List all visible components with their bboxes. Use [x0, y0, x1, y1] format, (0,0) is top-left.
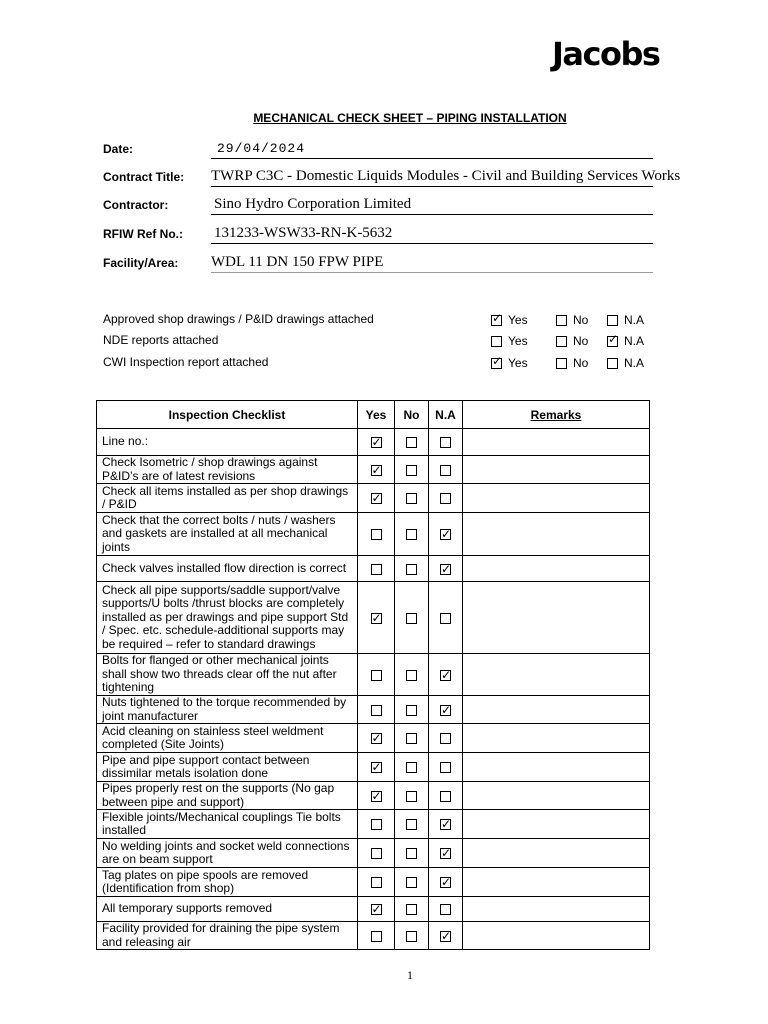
cell-no — [395, 654, 429, 696]
checklist-item: Bolts for flanged or other mechanical joints shall show two threads clear off the nut after tightening — [97, 654, 358, 696]
contract-title-field — [103, 163, 681, 189]
cell-no — [395, 897, 429, 922]
checked-checkbox-icon[interactable] — [440, 931, 451, 942]
cell-no — [395, 456, 429, 484]
option-label: N.A — [624, 313, 645, 327]
table-row — [97, 839, 650, 868]
checked-checkbox-icon[interactable] — [371, 465, 382, 476]
checkbox-icon[interactable] — [440, 733, 451, 744]
checkbox-icon[interactable] — [556, 358, 567, 369]
checkbox-icon[interactable] — [440, 791, 451, 802]
cell-no — [395, 724, 429, 753]
cell-no — [395, 753, 429, 782]
cell-yes — [358, 753, 395, 782]
checkbox-icon[interactable] — [556, 336, 567, 347]
cell-yes — [358, 724, 395, 753]
attachment-label: NDE reports attached — [103, 333, 219, 347]
checked-checkbox-icon[interactable] — [491, 358, 502, 369]
date-label: Date: — [103, 142, 134, 156]
checklist-item: Line no.: — [97, 429, 358, 456]
table-row — [97, 782, 650, 810]
remarks-cell[interactable] — [463, 556, 650, 582]
cell-na — [429, 654, 463, 696]
table-row — [97, 513, 650, 556]
checkbox-icon[interactable] — [440, 904, 451, 915]
cell-no — [395, 556, 429, 582]
table-row — [97, 484, 650, 513]
checkbox-icon[interactable] — [406, 791, 417, 802]
cell-yes — [358, 582, 395, 654]
checkbox-icon[interactable] — [371, 877, 382, 888]
contract-title-label: Contract Title: — [103, 170, 185, 184]
checked-checkbox-icon[interactable] — [371, 613, 382, 624]
checklist-item: Nuts tightened to the torque recommended by joint manufacturer — [97, 696, 358, 724]
attachment-option-na[interactable] — [607, 313, 644, 327]
remarks-cell[interactable] — [463, 753, 650, 782]
checkbox-icon[interactable] — [406, 848, 417, 859]
document-title: MECHANICAL CHECK SHEET – PIPING INSTALLATION — [253, 111, 567, 125]
cell-yes — [358, 839, 395, 868]
checked-checkbox-icon[interactable] — [371, 733, 382, 744]
cell-no — [395, 810, 429, 839]
checklist-item: Check valves installed flow direction is correct — [97, 556, 358, 582]
checkbox-icon[interactable] — [406, 733, 417, 744]
checklist-item: Pipe and pipe support contact between dissimilar metals isolation done — [97, 753, 358, 782]
checked-checkbox-icon[interactable] — [371, 791, 382, 802]
table-row — [97, 456, 650, 484]
checked-checkbox-icon[interactable] — [371, 762, 382, 773]
cell-yes — [358, 810, 395, 839]
checkbox-icon[interactable] — [371, 529, 382, 540]
page-number: 1 — [407, 968, 413, 982]
remarks-header-label: Remarks — [530, 407, 582, 422]
table-row — [97, 922, 650, 950]
checkbox-icon[interactable] — [406, 437, 417, 448]
remarks-cell[interactable] — [463, 456, 650, 484]
checkbox-icon[interactable] — [371, 848, 382, 859]
inspection-checklist-table — [96, 400, 650, 950]
checkbox-icon[interactable] — [406, 877, 417, 888]
cell-na — [429, 782, 463, 810]
attachment-option-yes[interactable] — [491, 356, 528, 370]
cell-no — [395, 782, 429, 810]
cell-na — [429, 810, 463, 839]
checked-checkbox-icon[interactable] — [440, 564, 451, 575]
cell-no — [395, 429, 429, 456]
table-row — [97, 556, 650, 582]
checked-checkbox-icon[interactable] — [607, 336, 618, 347]
date-value[interactable]: 29/04/2024 — [211, 139, 653, 159]
remarks-cell[interactable] — [463, 654, 650, 696]
cell-na — [429, 897, 463, 922]
checked-checkbox-icon[interactable] — [491, 315, 502, 326]
contractor-label: Contractor: — [103, 198, 169, 212]
contract-title-value[interactable]: TWRP C3C - Domestic Liquids Modules - Civil and Building Services Works — [211, 167, 653, 187]
table-row — [97, 429, 650, 456]
cell-yes — [358, 897, 395, 922]
checkbox-icon[interactable] — [406, 670, 417, 681]
checklist-item: Check Isometric / shop drawings against P&ID’s are of latest revisions — [97, 456, 358, 484]
contractor-value[interactable]: Sino Hydro Corporation Limited — [211, 195, 653, 215]
attachment-option-yes[interactable] — [491, 313, 528, 327]
cell-na — [429, 582, 463, 654]
attachment-option-yes[interactable] — [491, 334, 528, 348]
checklist-item: Check all items installed as per shop drawings / P&ID — [97, 484, 358, 513]
checklist-item: Pipes properly rest on the supports (No gap between pipe and support) — [97, 782, 358, 810]
checked-checkbox-icon[interactable] — [440, 877, 451, 888]
remarks-cell[interactable] — [463, 922, 650, 950]
remarks-cell[interactable] — [463, 868, 650, 897]
checkbox-icon[interactable] — [440, 762, 451, 773]
checkbox-icon[interactable] — [440, 493, 451, 504]
cell-yes — [358, 456, 395, 484]
checked-checkbox-icon[interactable] — [440, 670, 451, 681]
option-label: No — [573, 334, 589, 348]
header-inspection-checklist: Inspection Checklist — [97, 401, 358, 429]
cell-no — [395, 868, 429, 897]
checkbox-icon[interactable] — [406, 904, 417, 915]
cell-yes — [358, 429, 395, 456]
checkbox-icon[interactable] — [406, 931, 417, 942]
attachment-option-no[interactable] — [556, 313, 588, 327]
cell-yes — [358, 484, 395, 513]
cell-na — [429, 456, 463, 484]
remarks-cell[interactable] — [463, 897, 650, 922]
checkbox-icon[interactable] — [371, 564, 382, 575]
checkbox-icon[interactable] — [371, 931, 382, 942]
checklist-item: Check that the correct bolts / nuts / washers and gaskets are installed at all mechanical joints — [97, 513, 358, 556]
cell-na — [429, 429, 463, 456]
cell-na — [429, 513, 463, 556]
checkbox-icon[interactable] — [371, 819, 382, 830]
attachment-option-no[interactable] — [556, 356, 588, 370]
remarks-cell[interactable] — [463, 782, 650, 810]
cell-na — [429, 724, 463, 753]
cell-no — [395, 922, 429, 950]
checkbox-icon[interactable] — [440, 465, 451, 476]
cell-yes — [358, 868, 395, 897]
checked-checkbox-icon[interactable] — [440, 848, 451, 859]
option-label: No — [573, 356, 589, 370]
table-row — [97, 654, 650, 696]
checkbox-icon[interactable] — [406, 465, 417, 476]
remarks-cell[interactable] — [463, 582, 650, 654]
checked-checkbox-icon[interactable] — [371, 437, 382, 448]
table-row — [97, 868, 650, 897]
remarks-cell[interactable] — [463, 696, 650, 724]
cell-na — [429, 839, 463, 868]
table-row — [97, 696, 650, 724]
checkbox-icon[interactable] — [556, 315, 567, 326]
checkbox-icon[interactable] — [491, 336, 502, 347]
checkbox-icon[interactable] — [406, 762, 417, 773]
rfiw-ref-value[interactable]: 131233-WSW33-RN-K-5632 — [211, 224, 653, 244]
cell-na — [429, 556, 463, 582]
table-row — [97, 897, 650, 922]
option-label: Yes — [508, 334, 528, 348]
rfiw-ref-field — [103, 220, 653, 246]
checkbox-icon[interactable] — [440, 437, 451, 448]
table-row — [97, 582, 650, 654]
cell-yes — [358, 782, 395, 810]
contractor-field — [103, 191, 653, 217]
checked-checkbox-icon[interactable] — [440, 819, 451, 830]
checkbox-icon[interactable] — [406, 819, 417, 830]
cell-na — [429, 922, 463, 950]
checklist-item: Flexible joints/Mechanical couplings Tie bolts installed — [97, 810, 358, 839]
cell-yes — [358, 513, 395, 556]
checkbox-icon[interactable] — [371, 670, 382, 681]
remarks-cell[interactable] — [463, 810, 650, 839]
cell-na — [429, 753, 463, 782]
attachment-label: Approved shop drawings / P&ID drawings attached — [103, 312, 374, 326]
remarks-cell[interactable] — [463, 429, 650, 456]
table-row — [97, 753, 650, 782]
cell-yes — [358, 922, 395, 950]
checkbox-icon[interactable] — [406, 705, 417, 716]
cell-no — [395, 582, 429, 654]
checked-checkbox-icon[interactable] — [440, 705, 451, 716]
checkbox-icon[interactable] — [406, 529, 417, 540]
checkbox-icon[interactable] — [607, 358, 618, 369]
checked-checkbox-icon[interactable] — [440, 529, 451, 540]
attachment-option-na[interactable] — [607, 334, 644, 348]
header-na: N.A — [429, 401, 463, 429]
checkbox-icon[interactable] — [440, 613, 451, 624]
attachment-option-no[interactable] — [556, 334, 588, 348]
remarks-cell[interactable] — [463, 513, 650, 556]
cell-na — [429, 484, 463, 513]
cell-na — [429, 868, 463, 897]
date-field — [103, 135, 653, 161]
checklist-item: Check all pipe supports/saddle support/valve supports/U bolts /thrust blocks are completely installed as per drawings and pipe support Std / Spec. etc. schedule-additional supports may be required – refer to standard drawings — [97, 582, 358, 654]
cell-yes — [358, 556, 395, 582]
cell-no — [395, 513, 429, 556]
header-remarks — [463, 401, 650, 429]
option-label: N.A — [624, 356, 645, 370]
header-yes: Yes — [358, 401, 395, 429]
cell-yes — [358, 654, 395, 696]
option-label: Yes — [508, 313, 528, 327]
table-header-row — [97, 401, 650, 429]
table-row — [97, 724, 650, 753]
checklist-item: No welding joints and socket weld connections are on beam support — [97, 839, 358, 868]
attachment-label: CWI Inspection report attached — [103, 355, 269, 369]
checklist-item: Facility provided for draining the pipe system and releasing air — [97, 922, 358, 950]
facility-area-field — [103, 249, 653, 275]
option-label: Yes — [508, 356, 528, 370]
table-row — [97, 810, 650, 839]
checkbox-icon[interactable] — [406, 564, 417, 575]
remarks-cell[interactable] — [463, 484, 650, 513]
checklist-item: Acid cleaning on stainless steel weldment completed (Site Joints) — [97, 724, 358, 753]
checkbox-icon[interactable] — [406, 493, 417, 504]
cell-no — [395, 839, 429, 868]
checked-checkbox-icon[interactable] — [371, 904, 382, 915]
option-label: No — [573, 313, 589, 327]
checked-checkbox-icon[interactable] — [371, 493, 382, 504]
attachment-option-na[interactable] — [607, 356, 644, 370]
remarks-cell[interactable] — [463, 839, 650, 868]
header-no: No — [395, 401, 429, 429]
checklist-body — [97, 429, 650, 950]
cell-no — [395, 484, 429, 513]
checklist-item: All temporary supports removed — [97, 897, 358, 922]
cell-na — [429, 696, 463, 724]
jacobs-logo: Jacobs — [552, 35, 660, 73]
option-label: N.A — [624, 334, 645, 348]
checkbox-icon[interactable] — [406, 613, 417, 624]
checklist-item: Tag plates on pipe spools are removed (Identification from shop) — [97, 868, 358, 897]
cell-yes — [358, 696, 395, 724]
checkbox-icon[interactable] — [371, 705, 382, 716]
remarks-cell[interactable] — [463, 724, 650, 753]
checkbox-icon[interactable] — [607, 315, 618, 326]
facility-area-label: Facility/Area: — [103, 256, 179, 270]
rfiw-ref-label: RFIW Ref No.: — [103, 227, 183, 241]
facility-area-value[interactable]: WDL 11 DN 150 FPW PIPE — [211, 253, 653, 273]
cell-no — [395, 696, 429, 724]
